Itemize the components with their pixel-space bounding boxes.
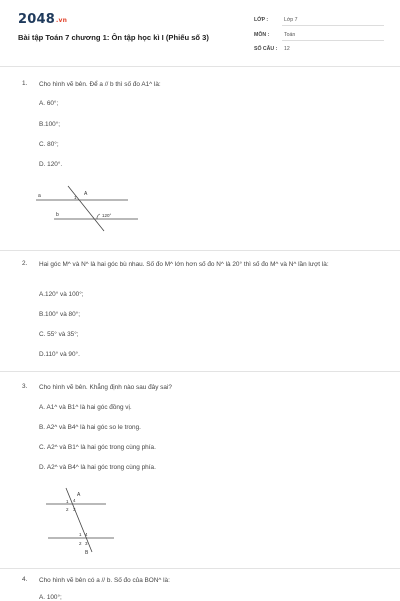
label-angle-value: 120° xyxy=(102,213,112,218)
figure-parallel-lines xyxy=(34,183,144,233)
question-text: Cho hình vẽ bên. Khẳng định nào sau đây sai? xyxy=(39,384,172,391)
option-d[interactable]: D. A2^ và B4^ là hai góc trong cùng phía. xyxy=(39,464,156,471)
label-b3: 3 xyxy=(85,541,88,546)
question-1 xyxy=(22,80,382,240)
label-a4: 4 xyxy=(73,498,76,503)
option-a[interactable]: A. 60°; xyxy=(39,100,59,107)
label-a: a xyxy=(38,193,41,199)
question-2 xyxy=(22,260,382,370)
document-header xyxy=(0,0,400,62)
option-b[interactable]: B. A2^ và B4^ là hai góc so le trong. xyxy=(39,424,141,431)
site-logo[interactable] xyxy=(18,12,67,27)
label-a1: 1 xyxy=(66,499,69,504)
angle-arc xyxy=(97,214,100,219)
option-a[interactable]: A. A1^ và B1^ là hai góc đồng vị. xyxy=(39,404,132,411)
question-text: Cho hình vẽ bên. Để a // b thì số đo A1^ là: xyxy=(39,81,161,88)
meta-count-value: 12 xyxy=(284,46,290,52)
section-divider xyxy=(0,66,400,67)
option-d[interactable]: D.110° và 90°. xyxy=(39,351,80,358)
meta-class-value: Lớp 7 xyxy=(284,17,298,23)
logo-text: 2048 xyxy=(18,12,55,27)
label-b4: 4 xyxy=(85,532,88,537)
meta-subject-value: Toán xyxy=(284,32,296,38)
option-c[interactable]: C. 55° và 35°; xyxy=(39,331,79,338)
meta-class-label: LỚP : xyxy=(254,17,269,23)
meta-divider xyxy=(282,40,384,41)
section-divider xyxy=(0,568,400,569)
option-a[interactable]: A.120° và 100°; xyxy=(39,291,84,298)
label-b2: 2 xyxy=(79,541,82,546)
label-angle-1: 1 xyxy=(74,195,77,200)
option-c[interactable]: C. A2^ và B1^ là hai góc trong cùng phía. xyxy=(39,444,156,451)
option-d[interactable]: D. 120°. xyxy=(39,161,63,168)
question-text: Hai góc M^ và N^ là hai góc bù nhau. Số đo M^ lớn hơn số đo N^ là 20° thì số đo M^ và N^ lần lượt là: xyxy=(39,261,329,268)
question-text: Cho hình vẽ bên có a // b. Số đo của BON^ là: xyxy=(39,577,170,584)
option-a[interactable]: A. 100°; xyxy=(39,594,62,601)
option-b[interactable]: B.100° và 80°; xyxy=(39,311,80,318)
question-number: 3. xyxy=(22,383,28,390)
logo-suffix: .vn xyxy=(55,17,68,24)
label-b1: 1 xyxy=(79,532,82,537)
label-point-a: A xyxy=(84,191,88,197)
option-b[interactable]: B.100°; xyxy=(39,121,61,128)
question-number: 4. xyxy=(22,576,28,583)
label-a3: 3 xyxy=(73,507,76,512)
meta-count-label: SỐ CÂU : xyxy=(254,46,278,52)
question-3 xyxy=(22,383,382,563)
question-number: 1. xyxy=(22,80,28,87)
section-divider xyxy=(0,371,400,372)
label-point-b: B xyxy=(85,550,89,556)
meta-subject-label: MÔN : xyxy=(254,32,270,38)
question-4 xyxy=(22,576,382,600)
label-a2: 2 xyxy=(66,507,69,512)
meta-divider xyxy=(282,25,384,26)
question-number: 2. xyxy=(22,260,28,267)
label-b: b xyxy=(56,212,59,218)
label-point-a: A xyxy=(77,492,81,498)
figure-transversal xyxy=(44,486,124,556)
option-c[interactable]: C. 80°; xyxy=(39,141,59,148)
section-divider xyxy=(0,250,400,251)
page-title: Bài tập Toán 7 chương 1: Ôn tập học kì I (Phiếu số 3) xyxy=(18,33,209,42)
